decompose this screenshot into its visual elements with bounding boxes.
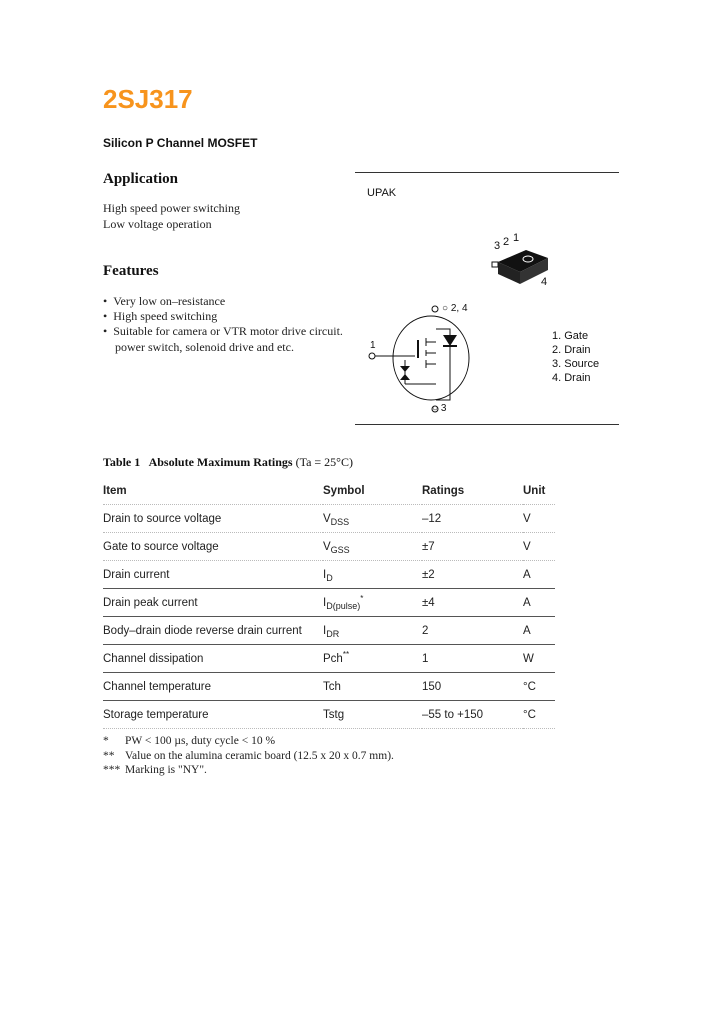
pin-number: 3: [494, 240, 501, 252]
unit-cell: V: [523, 512, 531, 525]
unit-cell: A: [523, 596, 531, 609]
symbol-text: I: [323, 596, 327, 609]
symbol-text: Pch: [323, 652, 343, 665]
footnote: [103, 764, 207, 776]
table-row: [103, 505, 555, 533]
symbol-subscript: D(pulse): [326, 601, 361, 612]
symbol-cell: [323, 505, 422, 533]
feature-text: High speed switching: [113, 309, 218, 323]
drain-terminal-label: ○ 2, 4: [442, 303, 468, 314]
table-row: [103, 701, 555, 729]
item-cell: Body–drain diode reverse drain current: [103, 624, 302, 637]
item-cell: Drain to source voltage: [103, 512, 222, 525]
divider: [355, 172, 619, 173]
application-line: High speed power switching: [103, 201, 240, 215]
rating-cell: ±4: [422, 596, 435, 609]
absolute-maximum-ratings-table: [103, 477, 555, 729]
table-row: [103, 561, 555, 589]
gate-terminal-label: 1: [370, 340, 376, 351]
part-number-title: 2SJ317: [103, 84, 193, 114]
footnote-text: Value on the alumina ceramic board (12.5 x 20 x 0.7 mm).: [125, 750, 394, 762]
application-heading: Application: [103, 171, 179, 187]
unit-cell: W: [523, 652, 534, 665]
feature-text: Very low on–resistance: [113, 294, 226, 308]
symbol-text: I: [323, 568, 327, 581]
features-heading: Features: [103, 263, 159, 279]
footnote-mark: ***: [103, 764, 121, 776]
symbol-text: V: [323, 512, 331, 525]
item-cell: Gate to source voltage: [103, 540, 219, 553]
footnote-mark: *: [103, 735, 109, 747]
table-caption-condition: (Ta = 25°C): [295, 455, 353, 469]
rating-cell: 2: [422, 624, 429, 637]
pin-legend-item: 3. Source: [552, 358, 600, 370]
drain-label: 2, 4: [450, 303, 468, 314]
pin-number: 2: [503, 236, 510, 248]
item-cell: Drain peak current: [103, 596, 198, 609]
unit-cell: A: [523, 624, 531, 637]
mosfet-circuit-symbol: [365, 300, 485, 420]
pin-legend-item: 1. Gate: [552, 330, 589, 342]
symbol-text: V: [323, 540, 331, 553]
symbol-cell: [323, 617, 422, 645]
column-header: Item: [103, 484, 127, 497]
column-header: Ratings: [422, 484, 465, 497]
symbol-text: Tch: [323, 680, 341, 693]
subtitle: Silicon P Channel MOSFET: [103, 136, 258, 150]
unit-cell: °C: [523, 680, 536, 693]
symbol-cell: [323, 533, 422, 561]
symbol-superscript: **: [342, 649, 350, 659]
table-caption: [103, 455, 353, 470]
symbol-cell: [323, 673, 422, 701]
footnote: [103, 750, 394, 762]
rating-cell: ±2: [422, 568, 435, 581]
footnote: [103, 735, 275, 747]
symbol-cell: [323, 701, 422, 729]
pin-legend: [552, 329, 599, 385]
table-row: [103, 617, 555, 645]
package-name: UPAK: [367, 187, 397, 199]
table-row: [103, 645, 555, 673]
symbol-cell: [323, 561, 422, 589]
rating-cell: –55 to +150: [422, 708, 484, 721]
table-row: [103, 533, 555, 561]
pin-legend-item: 2. Drain: [552, 344, 591, 356]
item-cell: Channel dissipation: [103, 652, 204, 665]
unit-cell: V: [523, 540, 531, 553]
upak-package-icon: [488, 228, 558, 290]
column-header: Unit: [523, 484, 546, 497]
footnote-text: PW < 100 µs, duty cycle < 10 %: [125, 735, 276, 747]
rating-cell: 150: [422, 680, 442, 693]
source-label: 3: [440, 403, 447, 414]
feature-text: Suitable for camera or VTR motor drive circuit.: [113, 324, 343, 338]
rating-cell: ±7: [422, 540, 435, 553]
application-line: Low voltage operation: [103, 217, 212, 231]
table-row: [103, 589, 555, 617]
symbol-text: I: [323, 624, 327, 637]
unit-cell: A: [523, 568, 531, 581]
symbol-subscript: D: [326, 573, 333, 584]
table-header-row: [103, 477, 555, 505]
pin-legend-item: 4. Drain: [552, 372, 591, 384]
footnote-mark: **: [103, 750, 115, 762]
feature-item: • Very low on–resistance: [103, 294, 226, 308]
rating-cell: 1: [422, 652, 429, 665]
divider: [355, 424, 619, 425]
symbol-subscript: DSS: [330, 517, 350, 528]
pin-number: 1: [513, 232, 520, 244]
rating-cell: –12: [422, 512, 442, 525]
item-cell: Storage temperature: [103, 708, 209, 721]
feature-item: • Suitable for camera or VTR motor drive circuit.: [103, 324, 343, 338]
symbol-superscript: *: [360, 593, 364, 603]
symbol-cell: [323, 589, 422, 617]
symbol-text: Tstg: [323, 708, 345, 721]
feature-item: • High speed switching: [103, 309, 218, 323]
footnote-text: Marking is "NY".: [125, 764, 207, 776]
item-cell: Channel temperature: [103, 680, 212, 693]
symbol-subscript: DR: [326, 629, 340, 640]
unit-cell: °C: [523, 708, 536, 721]
item-cell: Drain current: [103, 568, 170, 581]
source-terminal-label: ○ 3: [432, 403, 447, 414]
table-caption-title: Table 1 Absolute Maximum Ratings: [103, 455, 293, 469]
table-row: [103, 673, 555, 701]
symbol-subscript: GSS: [330, 545, 350, 556]
column-header: Symbol: [323, 484, 365, 497]
pin-number: 4: [541, 276, 548, 288]
feature-item-continued: power switch, solenoid drive and etc.: [115, 340, 294, 354]
symbol-cell: [323, 645, 422, 673]
